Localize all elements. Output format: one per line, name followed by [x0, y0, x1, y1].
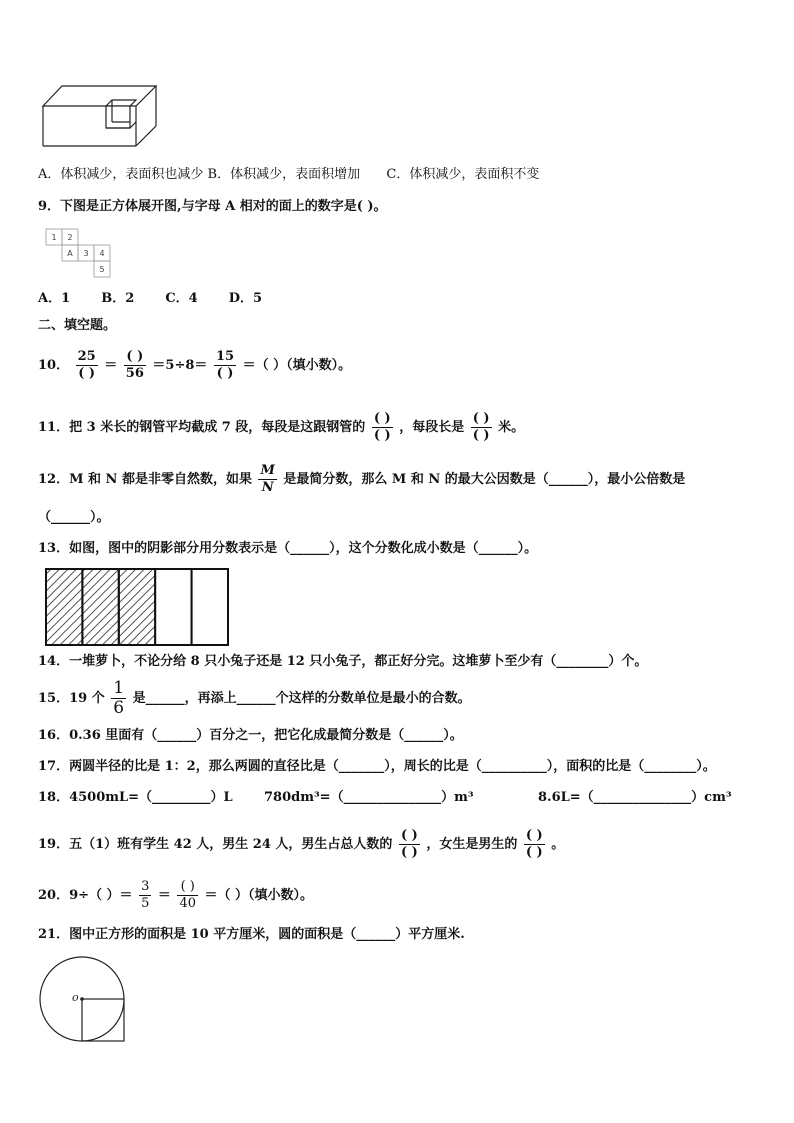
q15-fraction: $\frac{1}{6}$: [113, 678, 125, 718]
q9-stem: 9．下图是正方体展开图,与字母 A 相对的面上的数字是( )。: [38, 199, 387, 214]
q19-fraction-2: $\frac{( )}{( )}$: [525, 828, 543, 860]
q8-option-b: B．体积减少，表面积增加: [207, 167, 361, 182]
q20-pre: 20．9÷（ ）＝: [38, 888, 133, 903]
q12-pre: 12．M 和 N 都是非零自然数，如果: [38, 472, 252, 487]
circle-square-figure: [36, 955, 132, 1047]
q20-equals: ＝: [157, 888, 171, 903]
blank-cell: [192, 569, 228, 645]
q19-fraction-1: $\frac{( )}{( )}$: [400, 828, 418, 860]
q19-tail: 。: [551, 837, 565, 852]
q20-fraction-1: $\frac{3}{5}$: [141, 879, 150, 911]
q11-fraction-2: $\frac{( )}{( )}$: [472, 411, 490, 443]
shaded-cell: [82, 569, 118, 645]
net-cell-2: 2: [67, 233, 73, 242]
q11-tail: 米。: [498, 420, 525, 435]
q12-tail: 是最简分数，那么 M 和 N 的最大公因数是（______），最小公倍数是: [283, 472, 686, 487]
q15: [38, 679, 471, 719]
q11-mid: ，每段长是: [399, 420, 465, 435]
q10-middle: ＝5÷8＝: [152, 358, 208, 373]
q13-shaded-rectangle: [44, 567, 230, 647]
q12-line2: （______）。: [38, 510, 110, 525]
q19-mid: ，女生是男生的: [426, 837, 518, 852]
section-title: 二、填空题。: [38, 318, 117, 333]
q8-options: [38, 165, 539, 185]
q11: [38, 408, 524, 448]
q20-tail: ＝（ ）（填小数）。: [204, 888, 314, 903]
net-cell-1: 1: [51, 233, 57, 242]
q9-options: [38, 289, 262, 309]
q19: [38, 825, 564, 865]
q17: 17．两圆半径的比是 1：2，那么两圆的直径比是（_______），周长的比是（__________），面积的比是（________）。: [38, 759, 716, 774]
q10-number: 10．: [38, 358, 70, 373]
q20-fraction-2: $\frac{( )}{40}$: [179, 879, 196, 911]
q18-c: 8.6L=（_______________）cm³: [538, 790, 732, 805]
q8-option-c: C．体积减少，表面积不变: [386, 167, 540, 182]
q20: [38, 876, 313, 916]
q10: [38, 346, 351, 386]
net-cell-a: A: [67, 249, 73, 258]
q9-option-a: A．1: [38, 291, 71, 306]
q16: 16．0.36 里面有（______）百分之一，把它化成最简分数是（______）。: [38, 728, 463, 743]
q18-a: 18．4500mL=（_________）L: [38, 790, 233, 805]
q15-pre: 15．19 个: [38, 691, 105, 706]
q18-b: 780dm³=（_______________）m³: [264, 790, 474, 805]
q11-fraction-1: $\frac{( )}{( )}$: [373, 411, 391, 443]
net-cell-5: 5: [99, 265, 105, 274]
q19-pre: 19．五（1）班有学生 42 人，男生 24 人，男生占总人数的: [38, 837, 393, 852]
q12: [38, 460, 685, 500]
q13-stem: 13．如图，图中的阴影部分用分数表示是（______），这个分数化成小数是（______）。: [38, 541, 538, 556]
q9-option-b: B．2: [101, 291, 135, 306]
q21-stem: 21．图中正方形的面积是 10 平方厘米，圆的面积是（______）平方厘米.: [38, 927, 465, 942]
q9-option-d: D．5: [228, 291, 263, 306]
q11-pre: 11．把 3 米长的钢管平均截成 7 段，每段是这跟钢管的: [38, 420, 366, 435]
q9-option-c: C．4: [165, 291, 198, 306]
circle-center-label: o: [72, 991, 79, 1004]
cube-net-figure: [45, 228, 117, 280]
net-cell-3: 3: [83, 249, 89, 258]
blank-cell: [155, 569, 191, 645]
q14: 14．一堆萝卜，不论分给 8 只小兔子还是 12 只小兔子，都正好分完。这堆萝卜至少有（________）个。: [38, 654, 648, 669]
net-cell-4: 4: [99, 249, 105, 258]
q10-fraction-1: $\frac{25}{( )}$: [77, 349, 96, 381]
q10-fraction-2: $\frac{( )}{56}$: [125, 349, 144, 381]
q10-tail: ＝（ ）（填小数）。: [242, 358, 352, 373]
q15-tail: 是______，再添上______个这样的分数单位是最小的合数。: [132, 691, 471, 706]
q10-equals: ＝: [104, 358, 118, 373]
shaded-cell: [46, 569, 82, 645]
q8-option-a: A．体积减少，表面积也减少: [38, 167, 204, 182]
shaded-cell: [119, 569, 155, 645]
q10-fraction-3: $\frac{15}{( )}$: [215, 349, 235, 381]
cuboid-notch-figure: [40, 82, 162, 150]
q12-fraction: $\frac{M}{N}$: [260, 463, 275, 495]
